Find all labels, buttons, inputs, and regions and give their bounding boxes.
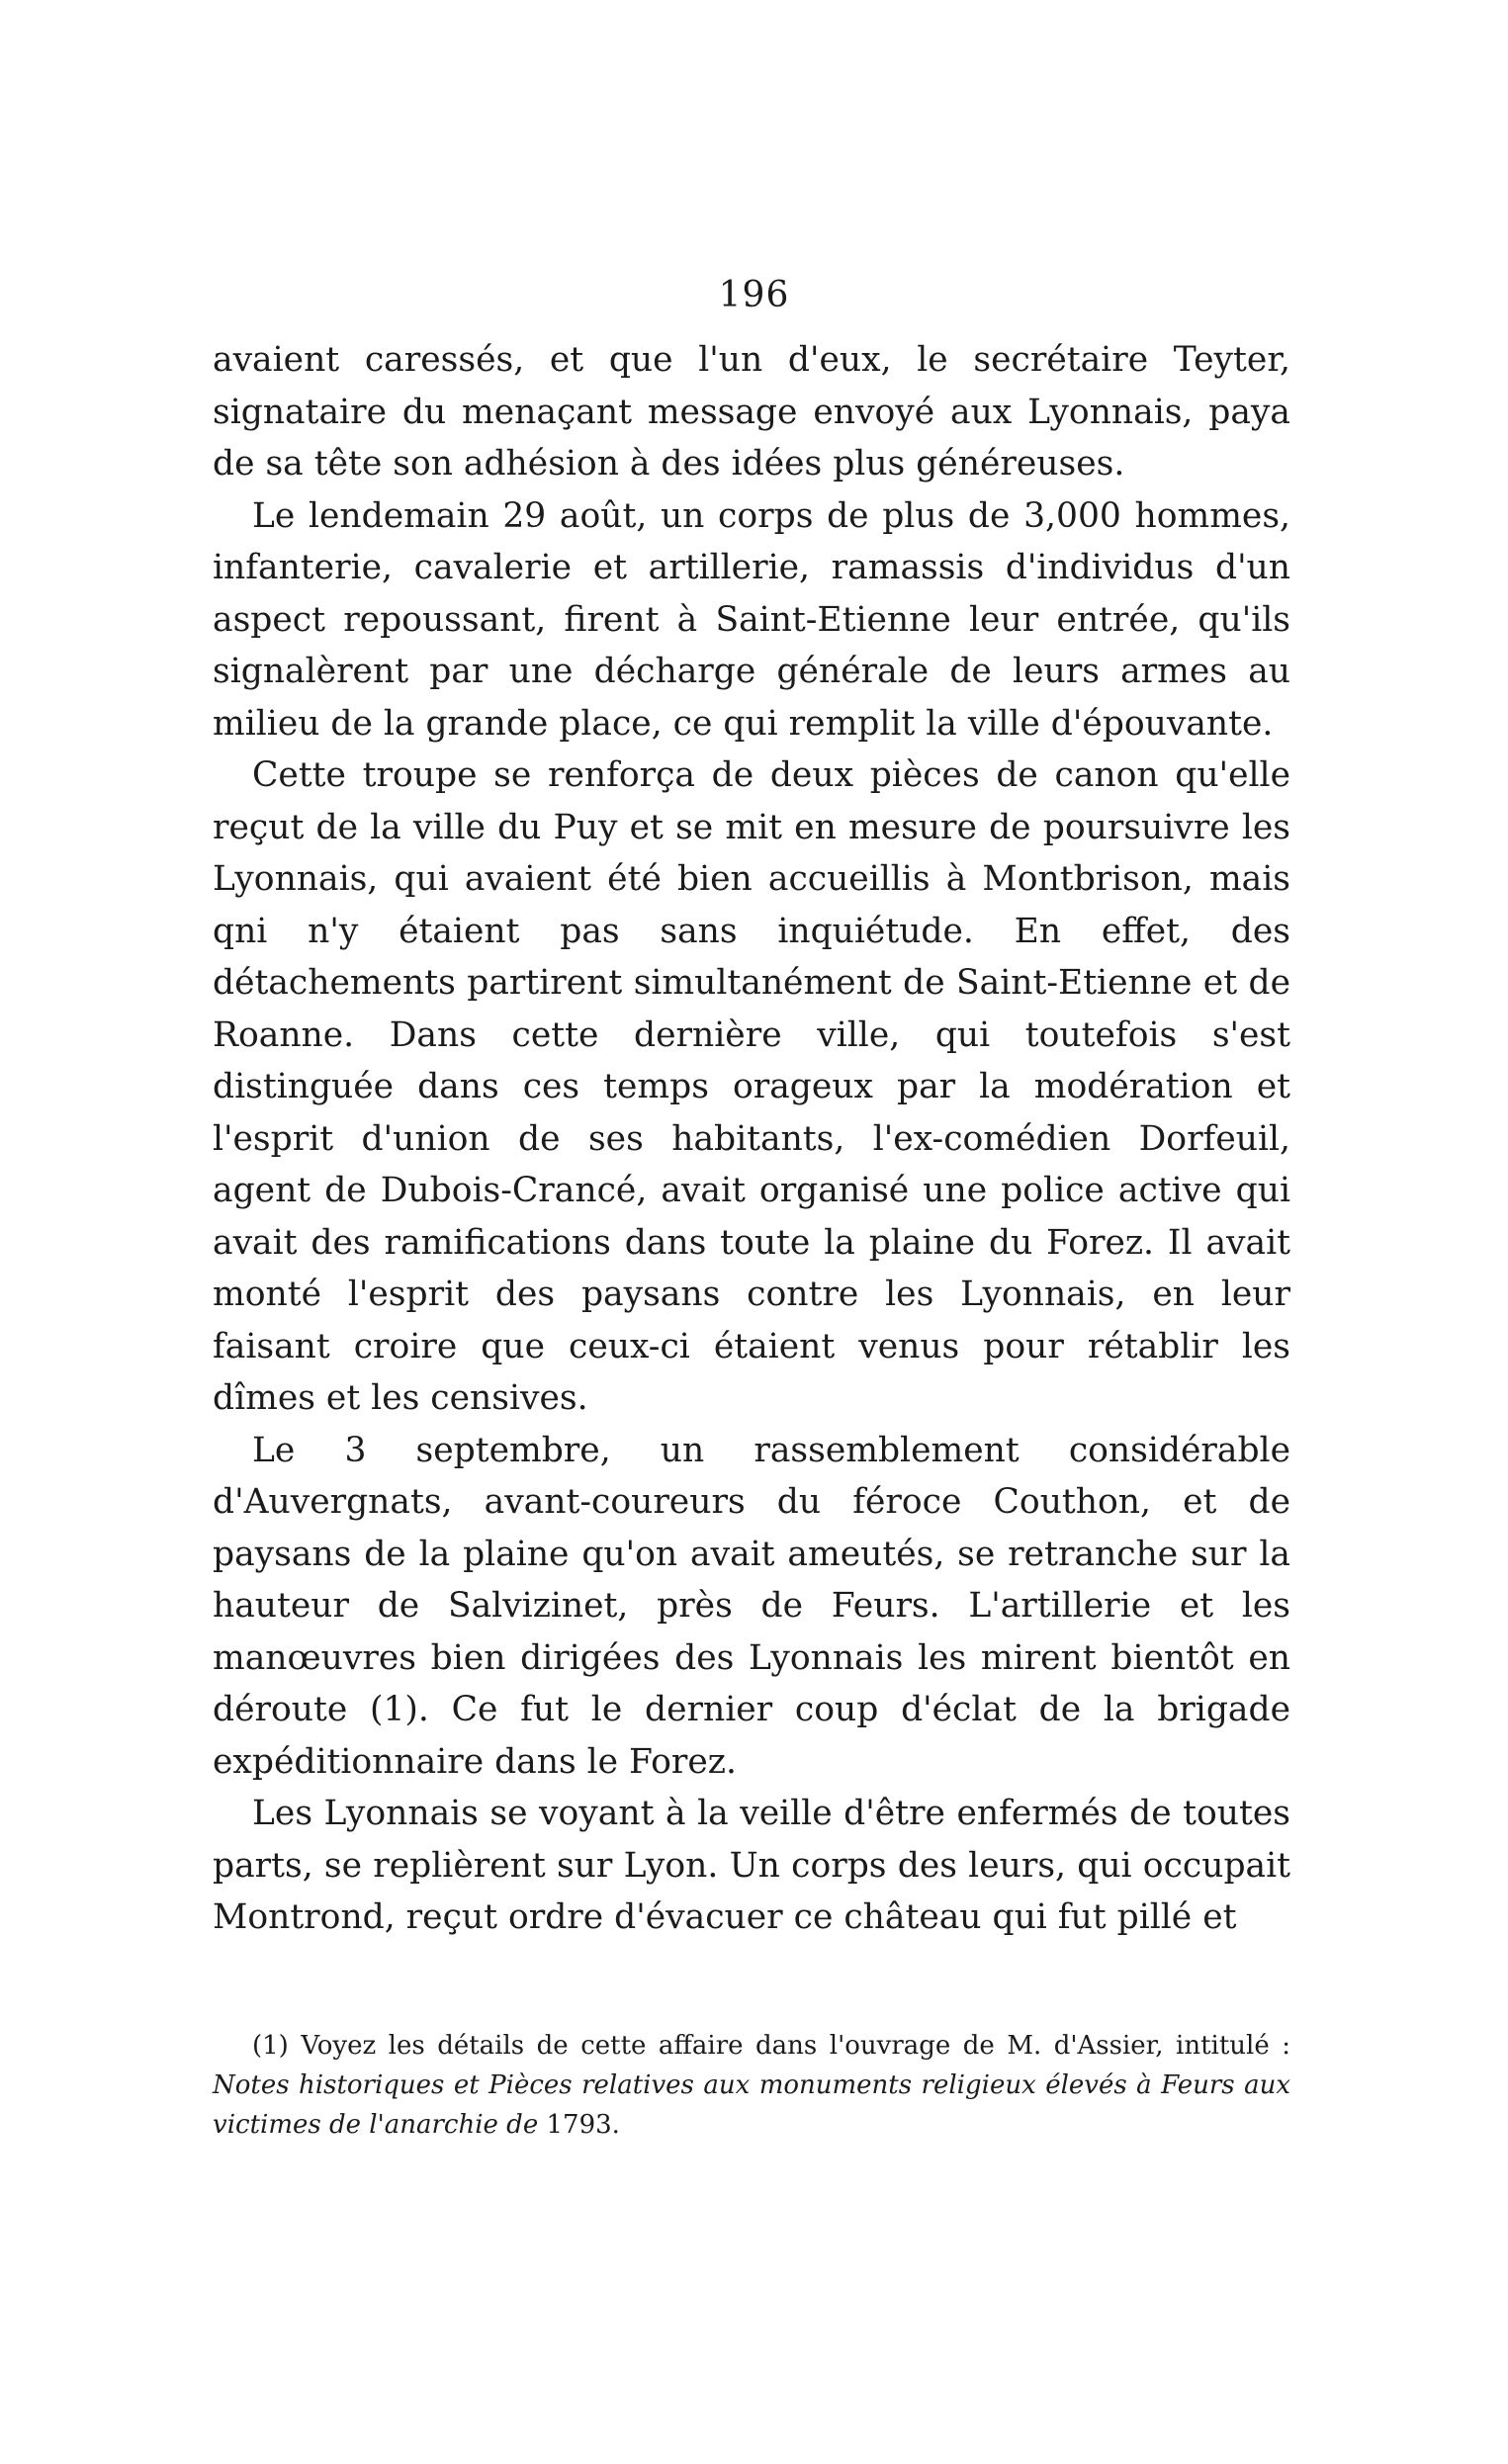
footnote-title: Notes historiques et Pièces relatives aux monuments religieux élevés à Feurs aux victimes de l'anarchie de bbox=[213, 2070, 1290, 2140]
paragraph-2: Le lendemain 29 août, un corps de plus de 3,000 hommes, infanterie, cavalerie et artillerie, ramassis d'individus d'un aspect repoussant, firent à Saint-Etienne leur entrée, qu'ils signalèrent par une décharge générale de leurs armes au milieu de la grande place, ce qui remplit la ville d'épouvante. bbox=[213, 495, 1290, 744]
paragraph-4: Le 3 septembre, un rassemblement considérable d'Auvergnats, avant-coureurs du féroce Couthon, et de paysans de la plaine qu'on avait ameutés, se retranche sur la hauteur de Salvizinet, près de Feurs. L'artillerie et les manœuvres bien dirigées des Lyonnais les mirent bientôt en déroute (1). Ce fut le dernier coup d'éclat de la brigade expéditionnaire dans le Forez. bbox=[213, 1430, 1290, 1782]
footnote-prefix: (1) Voyez les détails de cette affaire dans l'ouvrage de M. d'Assier, intitulé : bbox=[252, 2031, 1290, 2061]
paragraph-1: avaient caressés, et que l'un d'eux, le secrétaire Teyter, signataire du menaçant message envoyé aux Lyonnais, paya de sa tête son adhésion à des idées plus généreuses. bbox=[213, 340, 1290, 484]
footnote-text bbox=[213, 2026, 1290, 2145]
paragraph-5: Les Lyonnais se voyant à la veille d'être enfermés de toutes parts, se replièrent sur Lyon. Un corps des leurs, qui occupait Montrond, reçut ordre d'évacuer ce château qui fut pillé et bbox=[213, 1794, 1290, 1937]
paragraph-3: Cette troupe se renforça de deux pièces de canon qu'elle reçut de la ville du Puy et se mit en mesure de poursuivre les Lyonnais, qui avaient été bien accueillis à Montbrison, mais qni n'y étaient pas sans inquiétude. En effet, des détachements partirent simultanément de Saint-Etienne et de Roanne. Dans cette dernière ville, qui toutefois s'est distinguée dans ces temps orageux par la modération et l'esprit d'union de ses habitants, l'ex-comédien Dorfeuil, agent de Dubois-Crancé, avait organisé une police active qui avait des ramifications dans toute la plaine du Forez. Il avait monté l'esprit des paysans contre les Lyonnais, en leur faisant croire que ceux-ci étaient venus pour rétablir les dîmes et les censives. bbox=[213, 755, 1290, 1418]
main-text bbox=[213, 334, 1290, 1944]
footnote bbox=[213, 2026, 1290, 2145]
page-number: 196 bbox=[718, 275, 790, 315]
footnote-year: 1793. bbox=[546, 2110, 620, 2140]
